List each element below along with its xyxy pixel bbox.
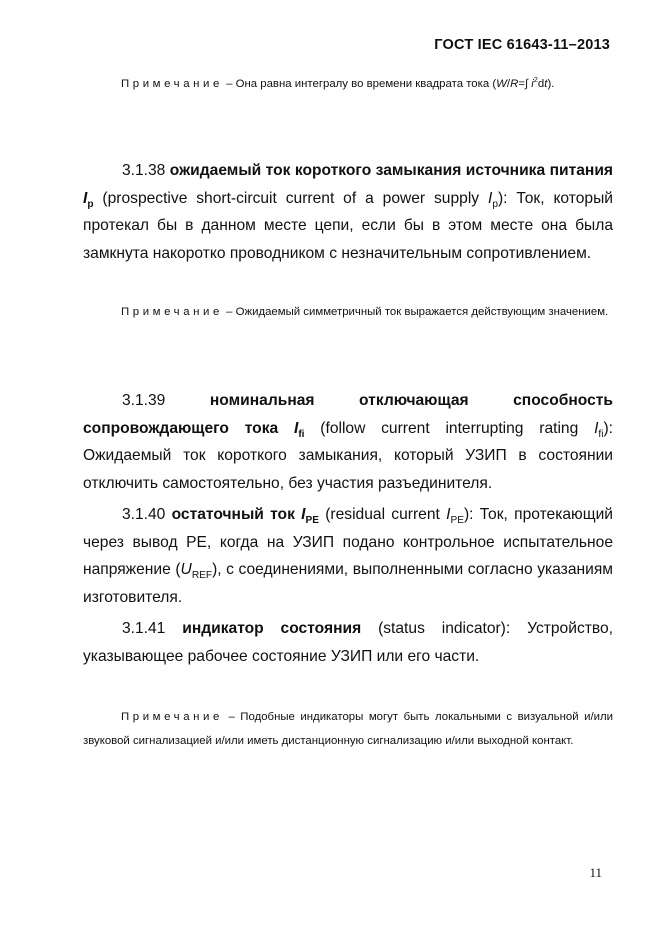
note-integral: Примечание – Она равна интегралу во времени квадрата тока (W/R=∫ $i^2dt$). [121,75,555,90]
note-text: – Подобные индикаторы могут быть локальными с визуальной и/или звуковой сигнализацией и/или иметь дистанционную сигнализацию и/или выходной контакт. [83,711,613,747]
note-symmetric-current [83,300,613,324]
clause-number: 3.1.39 [122,392,210,409]
term-title: индикатор состояния [182,620,362,637]
note-label: Примечание [121,78,223,90]
term-title: номинальная отключающая способность сопровождающего тока [83,392,614,437]
definition-text: ): Ток, который протекал бы в данном месте цепи, если бы в этом месте она была замкнута накоротко проводником с незначительным сопротивлением. [83,189,613,262]
definition-3-1-41 [83,615,613,670]
note-indicators [83,705,613,753]
term-title: остаточный ток [171,506,302,523]
clause-number: 3.1.41 [122,620,183,637]
definition-text: ): Ожидаемый ток короткого замыкания, который УЗИП в состоянии отключить самостоятельно, без участия разъединителя. [83,419,613,492]
standard-header: ГОСТ IEC 61643-11–2013 [434,37,610,53]
note-label: Примечание [121,711,223,723]
definition-3-1-40: 3.1.40 остаточный ток $I_{PE}$ (residual current $I_{PE}$): Ток, протекающий через вывод PE, когда на УЗИП подано контрольное испытательное напряжение $(U_{REF})$, с соединениями, выполненными согласно указаниям изготовителя. [83,506,613,606]
definition-text: (status indicator): Устройство, указывающее рабочее состояние УЗИП или его части. [83,620,613,665]
clause-number: 3.1.40 [122,506,172,523]
page-number: 11 [589,865,602,880]
definition-3-1-38: 3.1.38 ожидаемый ток короткого замыкания источника питания $I_p$ (prospective short-circuit current of a power supply $I_p$): Ток, который протекал бы в данном месте цепи, если бы в этом месте она была замкнута накоротко проводником с незначительным сопротивлением. [83,162,613,262]
definition-3-1-39: 3.1.39 номинальная отключающая способность сопровождающего тока $I_{fi}$ (follow current interrupting rating $I_{fi}$): Ожидаемый ток короткого замыкания, который УЗИП в состоянии отключить самостоятельно, без участия разъединителя. [83,392,614,492]
clause-number: 3.1.38 [122,162,170,179]
term-title: ожидаемый ток короткого замыкания источника питания [169,162,613,179]
note-text: – Ожидаемый симметричный ток выражается действующим значением. [222,306,609,318]
definition-text: ): Ток, протекающий через вывод PE, когда на УЗИП подано контрольное испытательное напряжение ( [83,506,613,578]
note-label: Примечание [121,306,223,318]
note-text: – Она равна интегралу во времени квадрата тока ( [222,78,497,90]
